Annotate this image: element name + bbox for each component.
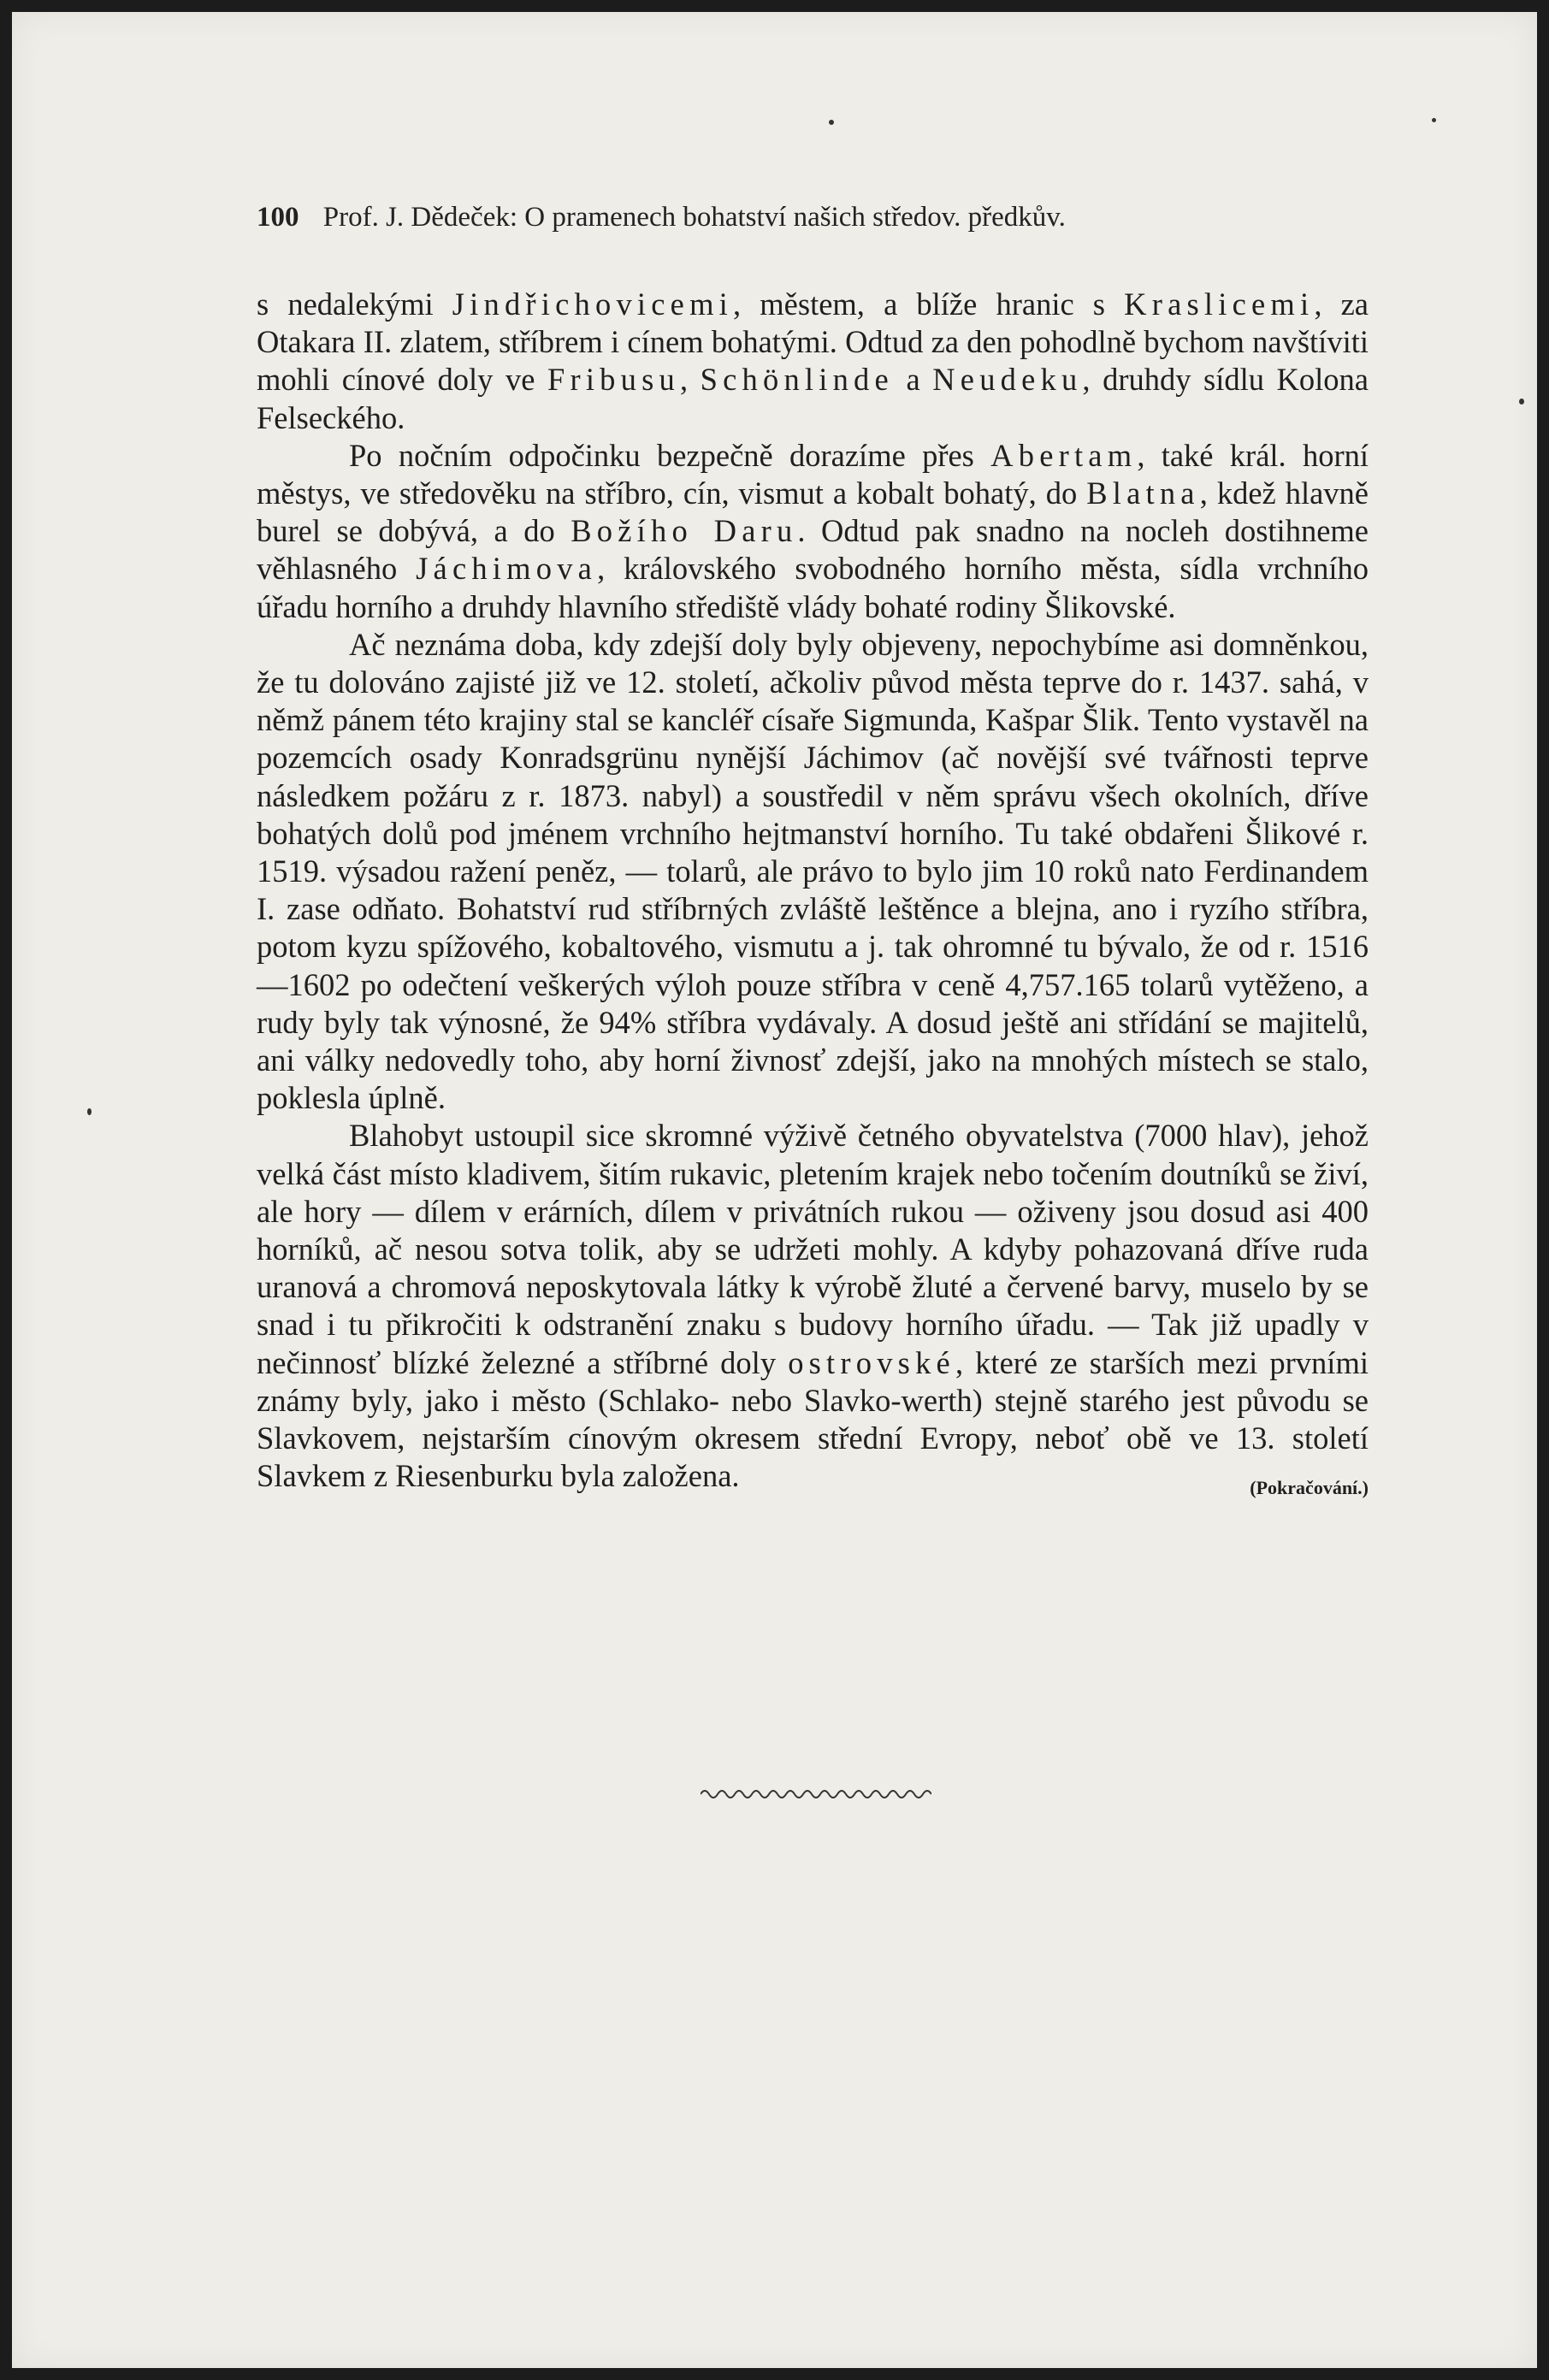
spaced-name: Jáchimova	[416, 551, 598, 587]
text-run: a	[893, 362, 933, 398]
text-run: ,	[679, 362, 701, 398]
text-run: , městem, a blíže hranic s	[733, 286, 1125, 322]
spaced-name: Kraslicemi	[1124, 286, 1315, 322]
paper-speck	[1432, 118, 1436, 122]
spaced-name: Blatna	[1086, 475, 1200, 511]
text-run: , také král. horní městys, ve středověku na stříbro, cín, vismut a kobalt bohatý, do	[257, 437, 1369, 511]
spaced-name: Božího Daru	[571, 513, 798, 549]
closing-ornament	[701, 1784, 931, 1804]
book-page	[12, 12, 1537, 2368]
article-body	[257, 286, 1369, 1508]
paper-speck	[87, 1108, 92, 1115]
paragraph	[257, 626, 1369, 1118]
paragraph	[257, 286, 1369, 437]
paragraph	[257, 1117, 1369, 1507]
text-run: Ač neznáma doba, kdy zdejší doly byly objeveny, nepochybíme asi domněnkou, že tu dolováno zajisté již ve 12. století, ačkoliv původ města teprve do r. 1437. sahá, v němž pánem této krajiny stal se kancléř císaře Sigmunda, Kašpar Šlik. Tento vystavěl na pozemcích osady Konradsgrünu nynější Jáchimov (ač novější své tvářnosti teprve následkem požáru z r. 1873. nabyl) a soustředil v něm správu všech okolních, dříve bohatých dolů pod jménem vrchního hejtmanství horního. Tu také obdařeni Šlikové r. 1519. výsadou ražení peněz, — tolarů, ale právo to bylo jim 10 roků nato Ferdinandem I. zase odňato. Bohatství rud stříbrných zvláště leštěnce a blejna, ano i ryzího stříbra, potom kyzu spížového, kobaltového, vismutu a j. tak ohromné tu bývalo, že od r. 1516—1602 po odečtení veškerých výloh pouze stříbra v ceně 4,757.165 tolarů vytěženo, a rudy byly tak výnosné, že 94% stříbra vydávaly. A dosud ještě ani střídání se majitelů, ani války nedovedly toho, aby horní živnosť zdejší, jako na mnohých místech se stalo, poklesla úplně.	[257, 626, 1369, 1116]
wavy-rule	[701, 1791, 931, 1798]
spaced-name: ostrovské	[788, 1344, 955, 1380]
text-run: , kdež hlavně burel se dobývá, a do	[257, 475, 1369, 549]
text-run: Blahobyt ustoupil sice skromné výživě četného obyvatelstva (7000 hlav), jehož velká část místo kladivem, šitím rukavic, pletením krajek nebo točením doutníků se živí, ale hory — dílem v erárních, dílem v privátních rukou — oživeny jsou dosud asi 400 horníků, ač nesou sotva tolik, aby se udržeti mohly. A kdyby pohazovaná dříve ruda uranová a chromová neposkytovala látky k výrobě žluté a červené barvy, muselo by se snad i tu přikročiti k odstranění znaku s budovy horního úřadu. — Tak již upadly v nečinnosť blízké železné a stříbrné doly	[257, 1118, 1369, 1380]
text-run: , které ze starších mezi prvními známy byly, jako i město (Schlako- nebo Slavko-werth) stejně starého jest původu se Slavkovem, nejstarším cínovým okresem střední Evropy, neboť obě ve 13. století Slavkem z Riesenburku byla založena.	[257, 1344, 1369, 1494]
text-run: , za Otakara II. zlatem, stříbrem i cínem bohatými. Odtud za den pohodlně bychom navštíviti mohli cínové doly ve	[257, 286, 1369, 398]
spaced-name: Jindřichovicemi	[452, 286, 734, 322]
text-run: . Odtud pak snadno na nocleh dostihneme věhlasného	[257, 513, 1369, 587]
text-run: , druhdy sídlu Kolona Felseckého.	[257, 362, 1369, 435]
spaced-name: Abertam	[990, 437, 1138, 473]
page-number: 100	[257, 202, 299, 233]
text-run: Po nočním odpočinku bezpečně dorazíme přes	[349, 437, 991, 473]
text-run: , královského svobodného horního města, sídla vrchního úřadu horního a druhdy hlavního střediště vlády bohaté rodiny Šlikovské.	[257, 551, 1369, 624]
running-title: Prof. J. Dědeček: O pramenech bohatství našich středov. předkův.	[322, 202, 1066, 233]
paper-speck	[1519, 399, 1524, 405]
running-header	[257, 202, 1369, 233]
spaced-name: Neudeku	[932, 362, 1083, 398]
continued-note: (Pokračování.)	[1250, 1477, 1369, 1499]
spaced-name: Fribusu	[547, 362, 680, 398]
text-run: s nedalekými	[257, 286, 452, 322]
paragraph	[257, 437, 1369, 626]
spaced-name: Schönlinde	[700, 362, 894, 398]
paper-speck	[829, 120, 834, 125]
